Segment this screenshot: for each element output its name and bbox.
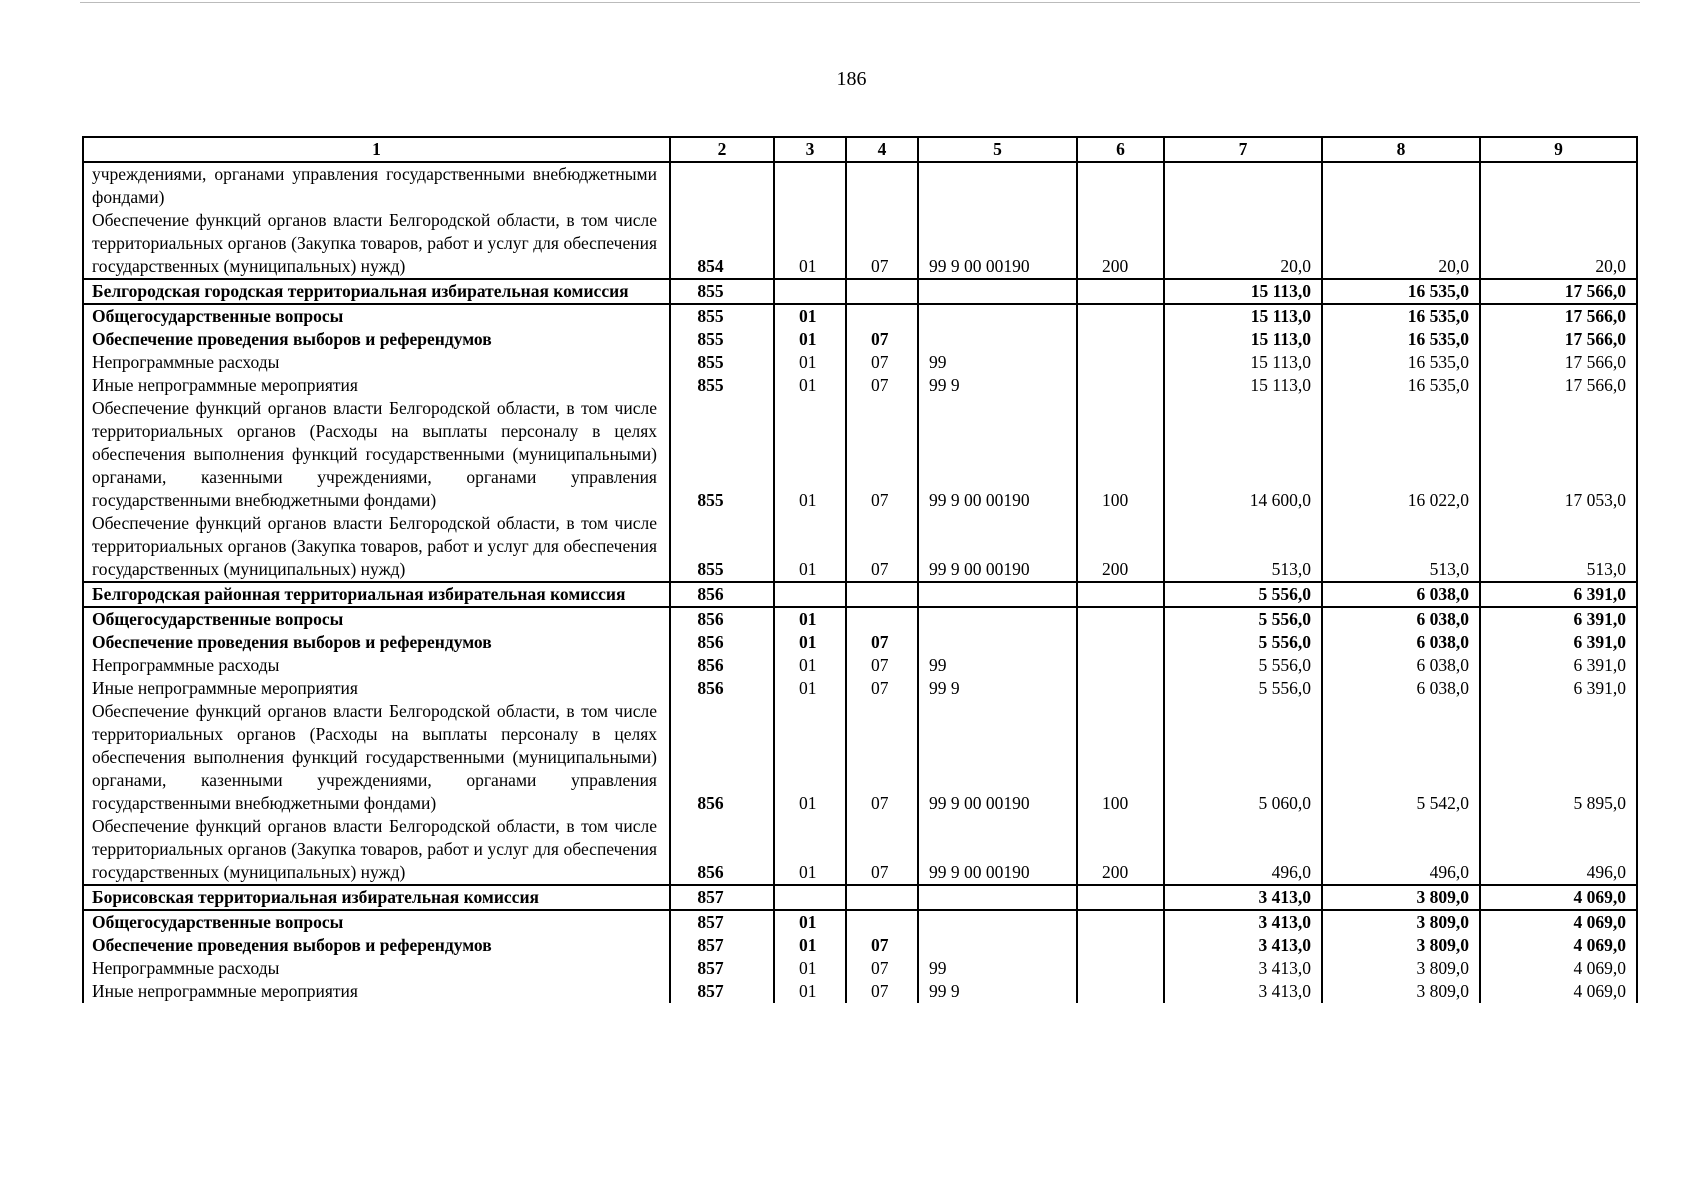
- amount-year1: 15 113,0: [1164, 351, 1322, 374]
- row-description: учреждениями, органами управления государственными внебюджетными фондами): [83, 162, 670, 209]
- table-row: [83, 279, 1637, 304]
- admin-code: 855: [670, 351, 774, 374]
- amount-year1: 5 556,0: [1164, 582, 1322, 607]
- col-header: 7: [1164, 137, 1322, 162]
- admin-code: 855: [670, 374, 774, 397]
- expense-type-code: 100: [1077, 397, 1164, 512]
- amount-year2: 6 038,0: [1322, 582, 1480, 607]
- admin-code: 857: [670, 980, 774, 1003]
- subsection-code: 07: [846, 512, 918, 582]
- subsection-code: 07: [846, 654, 918, 677]
- row-description: Общегосударственные вопросы: [83, 910, 670, 934]
- target-article-code: 99 9 00 00190: [918, 700, 1077, 815]
- table-row: [83, 677, 1637, 700]
- amount-year2: 3 809,0: [1322, 980, 1480, 1003]
- admin-code: 856: [670, 815, 774, 885]
- amount-year3: 17 053,0: [1480, 397, 1637, 512]
- row-description: Непрограммные расходы: [83, 351, 670, 374]
- header-row: [83, 137, 1637, 162]
- expense-type-code: [1077, 957, 1164, 980]
- target-article-code: 99 9: [918, 677, 1077, 700]
- table-row: [83, 934, 1637, 957]
- row-description: Непрограммные расходы: [83, 654, 670, 677]
- admin-code: [670, 162, 774, 209]
- subsection-code: 07: [846, 351, 918, 374]
- amount-year1: 3 413,0: [1164, 934, 1322, 957]
- amount-year3: 5 895,0: [1480, 700, 1637, 815]
- amount-year2: 5 542,0: [1322, 700, 1480, 815]
- amount-year3: 4 069,0: [1480, 885, 1637, 910]
- expense-type-code: [1077, 374, 1164, 397]
- subsection-code: [846, 910, 918, 934]
- amount-year1: 5 556,0: [1164, 654, 1322, 677]
- expense-type-code: [1077, 351, 1164, 374]
- table-row: [83, 162, 1637, 209]
- expense-type-code: [1077, 631, 1164, 654]
- col-header: 5: [918, 137, 1077, 162]
- col-header: 3: [774, 137, 846, 162]
- amount-year2: 16 535,0: [1322, 374, 1480, 397]
- target-article-code: [918, 607, 1077, 631]
- subsection-code: 07: [846, 209, 918, 279]
- admin-code: 857: [670, 885, 774, 910]
- admin-code: 855: [670, 397, 774, 512]
- row-description: Борисовская территориальная избирательная комиссия: [83, 885, 670, 910]
- subsection-code: 07: [846, 700, 918, 815]
- col-header: 4: [846, 137, 918, 162]
- amount-year1: 15 113,0: [1164, 328, 1322, 351]
- amount-year1: 5 556,0: [1164, 631, 1322, 654]
- target-article-code: [918, 910, 1077, 934]
- section-code: 01: [774, 934, 846, 957]
- target-article-code: 99 9 00 00190: [918, 512, 1077, 582]
- section-code: 01: [774, 304, 846, 328]
- amount-year2: 496,0: [1322, 815, 1480, 885]
- amount-year1: 3 413,0: [1164, 980, 1322, 1003]
- col-header: 1: [83, 137, 670, 162]
- row-description: Белгородская городская территориальная избирательная комиссия: [83, 279, 670, 304]
- section-code: 01: [774, 512, 846, 582]
- table-row: [83, 209, 1637, 279]
- table-row: [83, 654, 1637, 677]
- amount-year3: 6 391,0: [1480, 607, 1637, 631]
- amount-year3: 6 391,0: [1480, 631, 1637, 654]
- subsection-code: 07: [846, 374, 918, 397]
- section-code: 01: [774, 910, 846, 934]
- page-number: 186: [836, 68, 867, 90]
- section-code: 01: [774, 815, 846, 885]
- table-row: [83, 582, 1637, 607]
- admin-code: 856: [670, 582, 774, 607]
- table-row: [83, 980, 1637, 1003]
- amount-year3: 6 391,0: [1480, 654, 1637, 677]
- table-row: [83, 607, 1637, 631]
- table-row: [83, 304, 1637, 328]
- target-article-code: [918, 885, 1077, 910]
- expense-type-code: [1077, 910, 1164, 934]
- section-code: [774, 162, 846, 209]
- target-article-code: 99: [918, 351, 1077, 374]
- amount-year1: 3 413,0: [1164, 885, 1322, 910]
- target-article-code: 99: [918, 654, 1077, 677]
- amount-year1: 513,0: [1164, 512, 1322, 582]
- subsection-code: [846, 279, 918, 304]
- admin-code: 857: [670, 934, 774, 957]
- amount-year2: 16 535,0: [1322, 279, 1480, 304]
- amount-year3: 17 566,0: [1480, 351, 1637, 374]
- admin-code: 855: [670, 328, 774, 351]
- section-code: 01: [774, 700, 846, 815]
- target-article-code: [918, 279, 1077, 304]
- target-article-code: 99 9: [918, 980, 1077, 1003]
- amount-year2: 16 535,0: [1322, 328, 1480, 351]
- row-description: Обеспечение функций органов власти Белгородской области, в том числе территориальных органов (Расходы на выплаты персоналу в целях обеспечения выполнения функций государственными (муниципальными) органами, казенными учреждениями, органами управления государственными внебюджетными фондами): [83, 397, 670, 512]
- amount-year2: 6 038,0: [1322, 631, 1480, 654]
- row-description: Непрограммные расходы: [83, 957, 670, 980]
- amount-year2: 3 809,0: [1322, 934, 1480, 957]
- section-code: [774, 885, 846, 910]
- admin-code: 856: [670, 607, 774, 631]
- amount-year2: 20,0: [1322, 209, 1480, 279]
- row-description: Иные непрограммные мероприятия: [83, 980, 670, 1003]
- row-description: Обеспечение функций органов власти Белгородской области, в том числе территориальных органов (Закупка товаров, работ и услуг для обеспечения государственных (муниципальных) нужд): [83, 209, 670, 279]
- admin-code: 856: [670, 677, 774, 700]
- table-row: [83, 700, 1637, 815]
- admin-code: 856: [670, 654, 774, 677]
- admin-code: 856: [670, 700, 774, 815]
- col-header: 2: [670, 137, 774, 162]
- row-description: Обеспечение функций органов власти Белгородской области, в том числе территориальных органов (Закупка товаров, работ и услуг для обеспечения государственных (муниципальных) нужд): [83, 815, 670, 885]
- subsection-code: [846, 885, 918, 910]
- amount-year3: [1480, 162, 1637, 209]
- amount-year1: 20,0: [1164, 209, 1322, 279]
- row-description: Обеспечение проведения выборов и референдумов: [83, 934, 670, 957]
- section-code: 01: [774, 957, 846, 980]
- admin-code: 855: [670, 512, 774, 582]
- expense-type-code: [1077, 654, 1164, 677]
- section-code: 01: [774, 980, 846, 1003]
- subsection-code: [846, 582, 918, 607]
- amount-year1: 5 556,0: [1164, 607, 1322, 631]
- amount-year3: 17 566,0: [1480, 328, 1637, 351]
- expense-type-code: [1077, 677, 1164, 700]
- scan-edge-line: [80, 2, 1640, 3]
- amount-year3: 4 069,0: [1480, 957, 1637, 980]
- amount-year2: 3 809,0: [1322, 910, 1480, 934]
- table-row: [83, 374, 1637, 397]
- admin-code: 857: [670, 910, 774, 934]
- expense-type-code: [1077, 607, 1164, 631]
- amount-year2: 3 809,0: [1322, 957, 1480, 980]
- expense-type-code: [1077, 582, 1164, 607]
- amount-year3: 6 391,0: [1480, 677, 1637, 700]
- row-description: Иные непрограммные мероприятия: [83, 374, 670, 397]
- amount-year3: 17 566,0: [1480, 304, 1637, 328]
- subsection-code: [846, 607, 918, 631]
- row-description: Общегосударственные вопросы: [83, 304, 670, 328]
- amount-year2: 16 022,0: [1322, 397, 1480, 512]
- admin-code: 854: [670, 209, 774, 279]
- amount-year3: 6 391,0: [1480, 582, 1637, 607]
- section-code: 01: [774, 607, 846, 631]
- amount-year2: [1322, 162, 1480, 209]
- target-article-code: [918, 304, 1077, 328]
- target-article-code: [918, 162, 1077, 209]
- target-article-code: 99: [918, 957, 1077, 980]
- col-header: 6: [1077, 137, 1164, 162]
- admin-code: 855: [670, 304, 774, 328]
- expense-type-code: [1077, 279, 1164, 304]
- amount-year1: 496,0: [1164, 815, 1322, 885]
- amount-year2: 513,0: [1322, 512, 1480, 582]
- row-description: Иные непрограммные мероприятия: [83, 677, 670, 700]
- section-code: [774, 582, 846, 607]
- amount-year2: 6 038,0: [1322, 607, 1480, 631]
- subsection-code: 07: [846, 815, 918, 885]
- row-description: Белгородская районная территориальная избирательная комиссия: [83, 582, 670, 607]
- section-code: 01: [774, 328, 846, 351]
- amount-year3: 496,0: [1480, 815, 1637, 885]
- expense-type-code: 100: [1077, 700, 1164, 815]
- section-code: 01: [774, 631, 846, 654]
- amount-year1: [1164, 162, 1322, 209]
- table-row: [83, 885, 1637, 910]
- table-row: [83, 351, 1637, 374]
- col-header: 8: [1322, 137, 1480, 162]
- amount-year2: 16 535,0: [1322, 351, 1480, 374]
- admin-code: 855: [670, 279, 774, 304]
- target-article-code: [918, 631, 1077, 654]
- budget-table: [82, 136, 1638, 1003]
- section-code: 01: [774, 654, 846, 677]
- table-row: [83, 512, 1637, 582]
- subsection-code: [846, 162, 918, 209]
- subsection-code: 07: [846, 957, 918, 980]
- section-code: 01: [774, 351, 846, 374]
- amount-year1: 3 413,0: [1164, 910, 1322, 934]
- amount-year3: 20,0: [1480, 209, 1637, 279]
- amount-year3: 513,0: [1480, 512, 1637, 582]
- target-article-code: 99 9: [918, 374, 1077, 397]
- amount-year1: 14 600,0: [1164, 397, 1322, 512]
- table-row: [83, 910, 1637, 934]
- table-row: [83, 328, 1637, 351]
- table-row: [83, 957, 1637, 980]
- target-article-code: [918, 328, 1077, 351]
- subsection-code: 07: [846, 631, 918, 654]
- target-article-code: 99 9 00 00190: [918, 815, 1077, 885]
- table-row: [83, 815, 1637, 885]
- row-description: Обеспечение функций органов власти Белгородской области, в том числе территориальных органов (Расходы на выплаты персоналу в целях обеспечения выполнения функций государственными (муниципальными) органами, казенными учреждениями, органами управления государственными внебюджетными фондами): [83, 700, 670, 815]
- admin-code: 856: [670, 631, 774, 654]
- target-article-code: [918, 934, 1077, 957]
- row-description: Общегосударственные вопросы: [83, 607, 670, 631]
- subsection-code: 07: [846, 980, 918, 1003]
- section-code: [774, 279, 846, 304]
- amount-year3: 17 566,0: [1480, 374, 1637, 397]
- table-body: [83, 162, 1637, 1003]
- expense-type-code: [1077, 885, 1164, 910]
- amount-year1: 5 060,0: [1164, 700, 1322, 815]
- expense-type-code: 200: [1077, 815, 1164, 885]
- row-description: Обеспечение проведения выборов и референдумов: [83, 631, 670, 654]
- amount-year2: 16 535,0: [1322, 304, 1480, 328]
- target-article-code: [918, 582, 1077, 607]
- amount-year1: 15 113,0: [1164, 304, 1322, 328]
- amount-year3: 4 069,0: [1480, 910, 1637, 934]
- amount-year1: 3 413,0: [1164, 957, 1322, 980]
- subsection-code: 07: [846, 328, 918, 351]
- amount-year2: 6 038,0: [1322, 654, 1480, 677]
- subsection-code: [846, 304, 918, 328]
- subsection-code: 07: [846, 397, 918, 512]
- expense-type-code: 200: [1077, 512, 1164, 582]
- amount-year1: 15 113,0: [1164, 279, 1322, 304]
- section-code: 01: [774, 677, 846, 700]
- row-description: Обеспечение функций органов власти Белгородской области, в том числе территориальных органов (Закупка товаров, работ и услуг для обеспечения государственных (муниципальных) нужд): [83, 512, 670, 582]
- amount-year2: 3 809,0: [1322, 885, 1480, 910]
- col-header: 9: [1480, 137, 1637, 162]
- section-code: 01: [774, 209, 846, 279]
- expense-type-code: 200: [1077, 209, 1164, 279]
- expense-type-code: [1077, 162, 1164, 209]
- amount-year1: 5 556,0: [1164, 677, 1322, 700]
- table-row: [83, 397, 1637, 512]
- target-article-code: 99 9 00 00190: [918, 209, 1077, 279]
- section-code: 01: [774, 374, 846, 397]
- amount-year2: 6 038,0: [1322, 677, 1480, 700]
- target-article-code: 99 9 00 00190: [918, 397, 1077, 512]
- admin-code: 857: [670, 957, 774, 980]
- expense-type-code: [1077, 934, 1164, 957]
- expense-type-code: [1077, 980, 1164, 1003]
- expense-type-code: [1077, 328, 1164, 351]
- subsection-code: 07: [846, 677, 918, 700]
- amount-year3: 4 069,0: [1480, 934, 1637, 957]
- amount-year3: 17 566,0: [1480, 279, 1637, 304]
- section-code: 01: [774, 397, 846, 512]
- amount-year3: 4 069,0: [1480, 980, 1637, 1003]
- row-description: Обеспечение проведения выборов и референдумов: [83, 328, 670, 351]
- subsection-code: 07: [846, 934, 918, 957]
- amount-year1: 15 113,0: [1164, 374, 1322, 397]
- table-row: [83, 631, 1637, 654]
- expense-type-code: [1077, 304, 1164, 328]
